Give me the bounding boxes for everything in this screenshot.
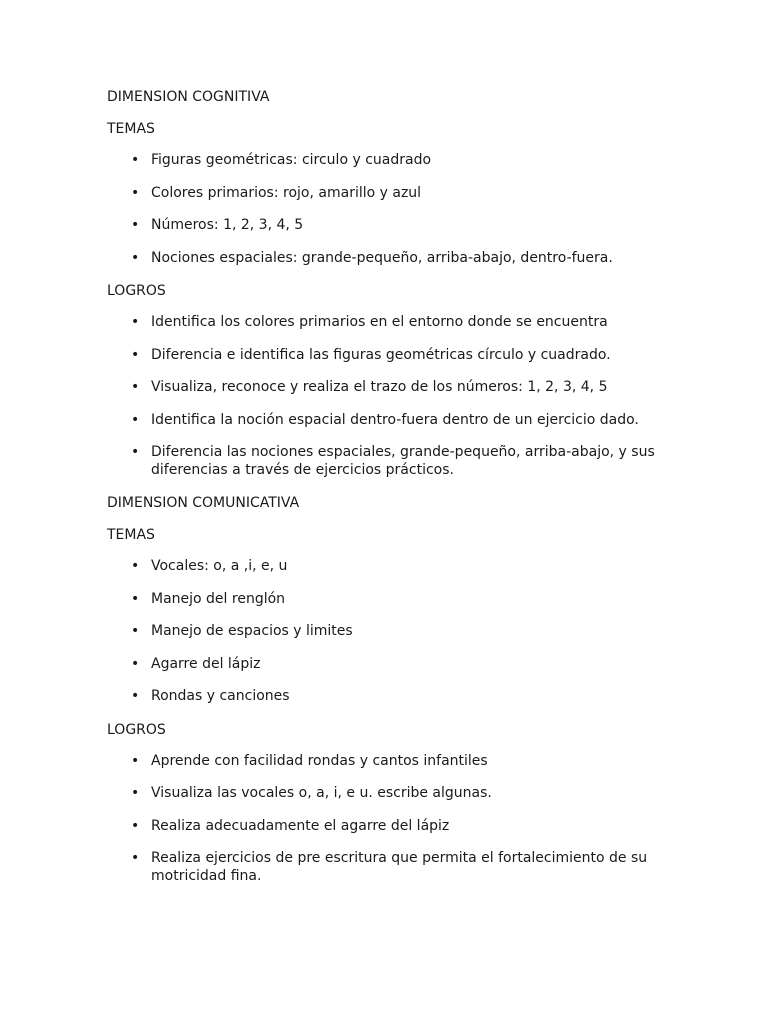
bullet-icon	[131, 590, 139, 608]
section-title-cognitiva: DIMENSION COGNITIVA	[107, 89, 270, 105]
list-item: • Aprende con facilidad rondas y cantos infantiles	[107, 752, 708, 770]
bullet-icon	[131, 557, 139, 575]
list-item: • Agarre del lápiz	[107, 655, 708, 673]
bullet-icon	[131, 346, 139, 364]
bullet-icon	[131, 655, 139, 673]
bullet-icon	[131, 184, 139, 202]
list-item: • Colores primarios: rojo, amarillo y azul	[107, 184, 708, 202]
list-item: • Vocales: o, a ,i, e, u	[107, 557, 708, 575]
list-item: • Visualiza las vocales o, a, i, e u. escribe algunas.	[107, 784, 708, 802]
bullet-icon	[131, 151, 139, 169]
list-item: • Nociones espaciales: grande-pequeño, arriba-abajo, dentro-fuera.	[107, 249, 708, 267]
bullet-icon	[131, 249, 139, 267]
bullet-icon	[131, 313, 139, 331]
logros-label: LOGROS	[107, 721, 166, 738]
temas-list-cognitiva	[107, 151, 708, 267]
logros-label: LOGROS	[107, 283, 166, 299]
bullet-icon	[131, 784, 139, 802]
list-item: • Figuras geométricas: circulo y cuadrado	[107, 151, 708, 169]
list-item: • Diferencia las nociones espaciales, grande-pequeño, arriba-abajo, y sus diferencias a través de ejercicios prácticos.	[107, 443, 708, 479]
list-item: • Diferencia e identifica las figuras geométricas círculo y cuadrado.	[107, 346, 708, 364]
bullet-icon	[131, 622, 139, 640]
list-item: • Visualiza, reconoce y realiza el trazo de los números: 1, 2, 3, 4, 5	[107, 378, 708, 396]
temas-label: TEMAS	[107, 121, 155, 137]
logros-list-comunicativa	[107, 752, 708, 886]
list-item: • Identifica la noción espacial dentro-fuera dentro de un ejercicio dado.	[107, 411, 708, 429]
bullet-icon	[131, 411, 139, 429]
list-item: • Rondas y canciones	[107, 687, 708, 705]
logros-list-cognitiva	[107, 313, 708, 479]
bullet-icon	[131, 216, 139, 234]
temas-label: TEMAS	[107, 527, 155, 543]
list-item: • Realiza adecuadamente el agarre del lápiz	[107, 817, 708, 835]
bullet-icon	[131, 849, 139, 867]
bullet-icon	[131, 752, 139, 770]
list-item: • Identifica los colores primarios en el entorno donde se encuentra	[107, 313, 708, 331]
bullet-icon	[131, 687, 139, 705]
bullet-icon	[131, 378, 139, 396]
bullet-icon	[131, 817, 139, 835]
list-item: • Manejo de espacios y limites	[107, 622, 708, 640]
list-item: • Números: 1, 2, 3, 4, 5	[107, 216, 708, 234]
list-item: • Manejo del renglón	[107, 590, 708, 608]
section-title-comunicativa: DIMENSION COMUNICATIVA	[107, 495, 300, 511]
temas-list-comunicativa	[107, 557, 708, 705]
bullet-icon	[131, 443, 139, 461]
list-item: • Realiza ejercicios de pre escritura que permita el fortalecimiento de su motricidad fina.	[107, 849, 708, 885]
